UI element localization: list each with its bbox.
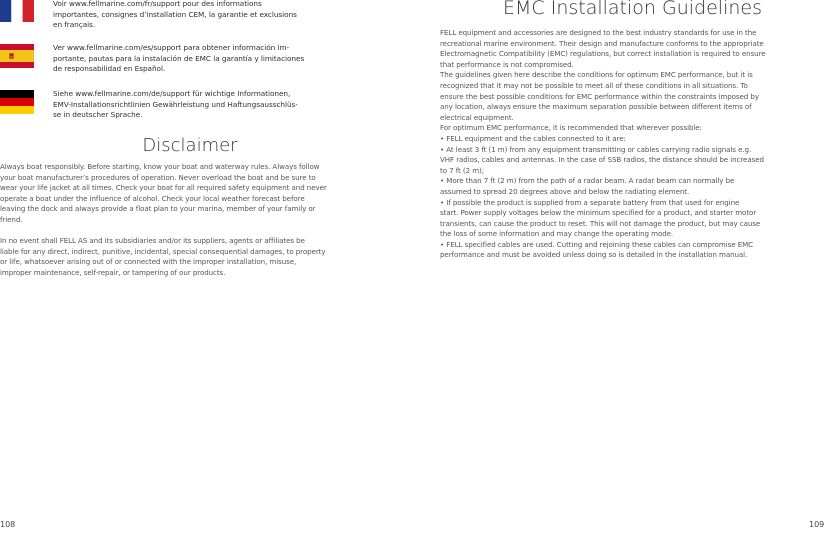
emc-line: the loss of some information and may change the operating mode. bbox=[440, 229, 674, 239]
emc-line: Electromagnetic Compatibility (EMC) regulations, but correct installation is required to ensure bbox=[440, 49, 766, 59]
emc-line: start. Power supply voltages below the minimum specified for a product, and starter motor bbox=[440, 208, 757, 218]
page-number-right: 109 bbox=[809, 520, 825, 529]
emc-bullet-line: • FELL specified cables are used. Cutting and rejoining these cables can compromise EMC bbox=[440, 239, 754, 249]
french-notice-line: en français. bbox=[53, 20, 96, 29]
disclaimer-line: liable for any direct, indirect, punitive, incidental, special consequential damages, to property bbox=[0, 246, 326, 256]
disclaimer-title: Disclaimer bbox=[142, 135, 238, 156]
emc-line: that performance is not compromised. bbox=[440, 59, 574, 69]
paragraph-gap bbox=[0, 226, 390, 237]
disclaimer-line: operate a boat under the influence of alcohol. Check your local weather forecast before bbox=[0, 193, 305, 203]
emc-title: EMC Installation Guidelines bbox=[503, 0, 762, 19]
emc-line: VHF radios, cables and antennas. In the case of SSB radios, the distance should be increased bbox=[440, 155, 764, 165]
emc-body bbox=[440, 28, 825, 261]
emc-line: any location, always ensure the maximum separation possible between different items of bbox=[440, 102, 752, 112]
disclaimer-line: or life, whatsoever arising out of or connected with the improper installation, misuse, bbox=[0, 257, 297, 267]
france-flag-icon bbox=[0, 0, 34, 22]
french-notice-text bbox=[53, 0, 353, 31]
disclaimer-line: friend. bbox=[0, 214, 23, 224]
disclaimer-line: Always boat responsibly. Before starting, know your boat and waterway rules. Always follow bbox=[0, 162, 320, 171]
emc-bullet-line: • At least 3 ft (1 m) from any equipment transmitting or cables carrying radio signals e.g. bbox=[440, 144, 752, 154]
spanish-notice-line: de responsabilidad en Español. bbox=[53, 64, 166, 73]
emc-bullet-line: • FELL equipment and the cables connected to it are: bbox=[440, 133, 626, 143]
disclaimer-line: your boat manufacturer’s procedures of operation. Never overload the boat and be sure to bbox=[0, 172, 316, 182]
emc-line: For optimum EMC performance, it is recommended that wherever possible: bbox=[440, 123, 702, 133]
emc-line: transients, can cause the product to reset. This will not damage the product, but may cause bbox=[440, 218, 761, 228]
emc-line: electrical equipment. bbox=[440, 112, 514, 122]
spanish-notice-line: portante, pautas para la instalación de EMC la garantía y limitaciones bbox=[53, 53, 305, 63]
emc-line: performance and must be avoided unless doing so is detailed in the installation manual. bbox=[440, 250, 748, 260]
emc-line: The guidelines given here describe the conditions for optimum EMC performance, but it is bbox=[440, 70, 753, 80]
emc-line: assumed to spread 20 degrees above and below the radiating element. bbox=[440, 186, 690, 196]
german-notice-line: EMV-Installationsrichtlinien Gewährleistung und Haftungsausschlüs- bbox=[53, 99, 298, 109]
disclaimer-line: improper maintenance, self-repair, or tampering of our products. bbox=[0, 267, 226, 277]
emc-bullet-line: • More than 7 ft (2 m) from the path of a radar beam. A radar beam can normally be bbox=[440, 176, 735, 186]
spain-flag-icon bbox=[0, 44, 34, 68]
germany-flag-icon bbox=[0, 90, 34, 114]
disclaimer-line: leaving the dock and always provide a float plan to your marina, member of your family or bbox=[0, 204, 316, 214]
emc-line: recognized that it may not be possible to meet all of these conditions in all situations. To bbox=[440, 80, 748, 90]
french-notice-line: Voir www.fellmarine.com/fr/support pour des informations bbox=[53, 0, 262, 8]
disclaimer-body bbox=[0, 162, 390, 279]
spanish-notice-text bbox=[53, 43, 353, 75]
german-notice-text bbox=[53, 89, 353, 121]
spanish-notice-line: Ver www.fellmarine.com/es/support para obtener información im- bbox=[53, 43, 290, 52]
emc-line: FELL equipment and accessories are designed to the best industry standards for use in the bbox=[440, 28, 757, 37]
french-notice-line: importantes, consignes d’installation CEM, la garantie et exclusions bbox=[53, 9, 297, 19]
emc-line: ensure the best possible conditions for EMC performance within the constraints imposed by bbox=[440, 91, 759, 101]
emc-line: recreational marine environment. Their design and manufacture conforms to the appropriate bbox=[440, 38, 764, 48]
german-notice-line: Siehe www.fellmarine.com/de/support für wichtige Informationen, bbox=[53, 89, 291, 98]
disclaimer-line: wear your life jacket at all times. Check your boat for all required safety equipment and never bbox=[0, 183, 327, 193]
left-page bbox=[0, 0, 395, 535]
german-notice-line: se in deutscher Sprache. bbox=[53, 110, 143, 119]
emc-line: to 7 ft (2 m); bbox=[440, 165, 485, 175]
right-page bbox=[440, 0, 820, 535]
emc-bullet-line: • If possible the product is supplied from a separate battery from that used for engine bbox=[440, 197, 740, 207]
disclaimer-line: In no event shall FELL AS and its subsidiaries and/or its suppliers, agents or affiliates be bbox=[0, 236, 305, 246]
page-number-left: 108 bbox=[0, 520, 16, 529]
